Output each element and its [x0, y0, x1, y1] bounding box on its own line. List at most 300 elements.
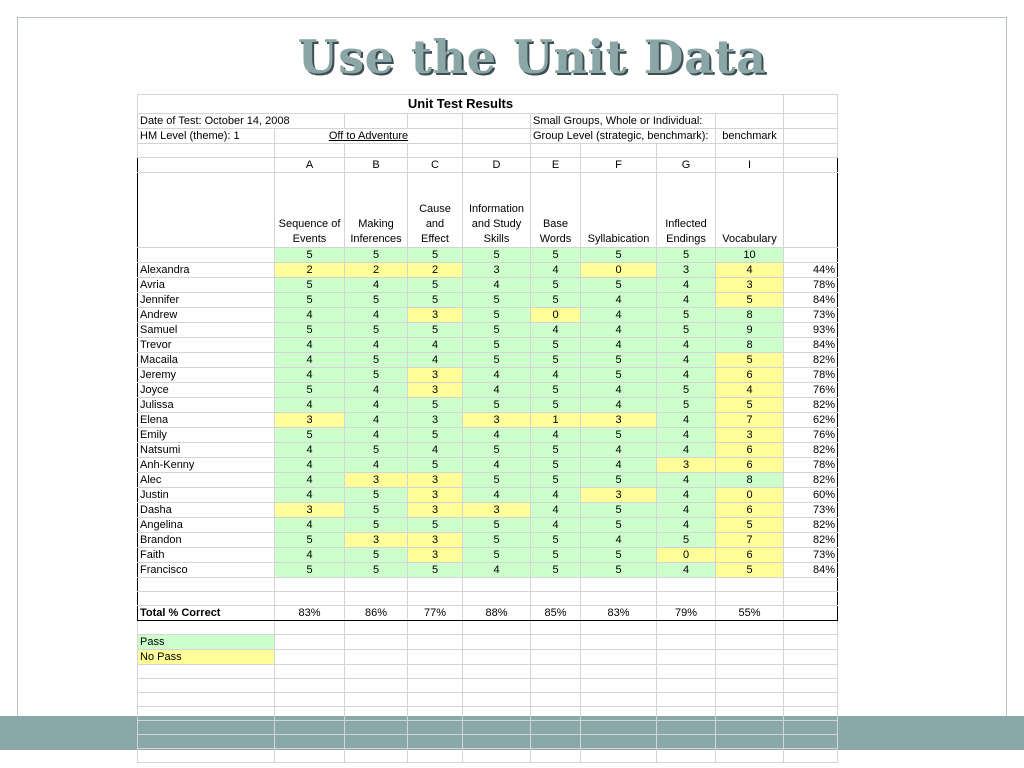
score-cell: 3 [408, 473, 463, 488]
score-cell: 5 [463, 518, 531, 533]
column-header [275, 173, 345, 248]
student-percent: 73% [784, 503, 838, 518]
student-percent: 82% [784, 353, 838, 368]
sheet-cell [657, 707, 716, 721]
sheet-cell [463, 114, 531, 129]
score-cell: 5 [463, 293, 531, 308]
column-headers-row [138, 173, 838, 248]
student-row [138, 353, 838, 368]
student-percent: 60% [784, 488, 838, 503]
legend-pass: Pass [138, 635, 275, 650]
sheet-cell [408, 721, 463, 735]
column-header-line: Inflected [665, 218, 707, 230]
sheet-cell [138, 721, 275, 735]
sheet-cell [345, 735, 408, 749]
unit-test-results-table [137, 94, 838, 763]
sheet-cell [784, 749, 838, 763]
max-points: 5 [345, 248, 408, 263]
score-cell: 6 [716, 548, 784, 563]
student-row [138, 263, 838, 278]
sheet-cell [716, 144, 784, 158]
score-cell: 0 [531, 308, 581, 323]
student-percent: 78% [784, 368, 838, 383]
sheet-cell [275, 592, 345, 606]
legend-row [138, 635, 838, 650]
sheet-cell [345, 650, 408, 665]
column-header-line: Cause [419, 203, 451, 215]
student-percent: 84% [784, 338, 838, 353]
score-cell: 4 [657, 368, 716, 383]
sheet-cell [657, 735, 716, 749]
sheet-cell [581, 721, 657, 735]
sheet-cell [275, 679, 345, 693]
sheet-cell [531, 679, 581, 693]
sheet-cell [581, 749, 657, 763]
score-cell: 4 [581, 323, 657, 338]
score-cell: 5 [408, 293, 463, 308]
score-cell: 4 [463, 278, 531, 293]
sheet-cell [784, 621, 838, 635]
student-name: Emily [138, 428, 275, 443]
score-cell: 5 [345, 518, 408, 533]
sheet-cell [581, 635, 657, 650]
sheet-cell [138, 693, 275, 707]
score-cell: 4 [345, 428, 408, 443]
score-cell: 4 [581, 383, 657, 398]
column-header-line: Making [358, 218, 394, 230]
sheet-cell [275, 578, 345, 592]
score-cell: 4 [275, 473, 345, 488]
sheet-cell [784, 679, 838, 693]
sheet-cell [138, 679, 275, 693]
sheet-cell [345, 721, 408, 735]
student-row [138, 308, 838, 323]
empty-row [138, 707, 838, 721]
total-percent: 88% [463, 606, 531, 621]
sheet-cell [138, 173, 275, 248]
student-name: Angelina [138, 518, 275, 533]
score-cell: 4 [581, 338, 657, 353]
score-cell: 4 [463, 368, 531, 383]
student-row [138, 443, 838, 458]
sheet-cell [138, 665, 275, 679]
sheet-cell [581, 621, 657, 635]
score-cell: 5 [408, 323, 463, 338]
student-percent: 44% [784, 263, 838, 278]
column-header-line: Inferences [350, 233, 402, 245]
score-cell: 5 [408, 278, 463, 293]
sheet-cell [784, 650, 838, 665]
student-percent: 78% [784, 278, 838, 293]
score-cell: 9 [716, 323, 784, 338]
student-percent: 82% [784, 533, 838, 548]
student-percent: 82% [784, 398, 838, 413]
score-cell: 5 [345, 353, 408, 368]
score-cell: 5 [275, 563, 345, 578]
score-cell: 5 [531, 293, 581, 308]
student-row [138, 383, 838, 398]
date-of-test: Date of Test: October 14, 2008 [138, 114, 345, 129]
sheet-cell [138, 158, 275, 173]
score-cell: 3 [345, 533, 408, 548]
score-cell: 5 [345, 323, 408, 338]
sheet-cell [716, 114, 784, 129]
score-cell: 5 [716, 293, 784, 308]
score-cell: 4 [657, 488, 716, 503]
student-row [138, 473, 838, 488]
score-cell: 4 [531, 368, 581, 383]
student-row [138, 488, 838, 503]
score-cell: 4 [463, 563, 531, 578]
sheet-cell [716, 578, 784, 592]
student-percent: 82% [784, 473, 838, 488]
student-row [138, 293, 838, 308]
empty-row [138, 693, 838, 707]
student-name: Joyce [138, 383, 275, 398]
score-cell: 5 [531, 533, 581, 548]
column-header-line: Vocabulary [722, 233, 777, 245]
sheet-cell [581, 735, 657, 749]
sheet-cell [657, 578, 716, 592]
sheet-cell [345, 749, 408, 763]
score-cell: 3 [463, 503, 531, 518]
sheet-cell [784, 173, 838, 248]
title-row [138, 95, 838, 114]
score-cell: 5 [581, 278, 657, 293]
score-cell: 4 [275, 353, 345, 368]
sheet-cell [463, 592, 531, 606]
spacer-row [138, 621, 838, 635]
score-cell: 4 [657, 338, 716, 353]
sheet-cell [716, 592, 784, 606]
score-cell: 5 [531, 458, 581, 473]
sheet-cell [531, 578, 581, 592]
student-row [138, 458, 838, 473]
score-cell: 3 [463, 413, 531, 428]
score-cell: 5 [531, 443, 581, 458]
sheet-cell [784, 158, 838, 173]
sheet-cell [716, 721, 784, 735]
score-cell: 4 [463, 428, 531, 443]
student-name: Andrew [138, 308, 275, 323]
sheet-cell [138, 749, 275, 763]
sheet-cell [784, 95, 838, 114]
score-cell: 5 [463, 398, 531, 413]
score-cell: 4 [345, 338, 408, 353]
sheet-cell [657, 693, 716, 707]
student-percent: 76% [784, 428, 838, 443]
score-cell: 3 [408, 308, 463, 323]
score-cell: 5 [345, 563, 408, 578]
score-cell: 5 [581, 368, 657, 383]
score-cell: 4 [657, 473, 716, 488]
sheet-title: Unit Test Results [138, 95, 784, 114]
score-cell: 4 [716, 383, 784, 398]
total-percent: 86% [345, 606, 408, 621]
score-cell: 5 [716, 353, 784, 368]
empty-row [138, 665, 838, 679]
sheet-cell [463, 129, 531, 144]
student-percent: 76% [784, 383, 838, 398]
sheet-cell [657, 679, 716, 693]
sheet-cell [275, 693, 345, 707]
score-cell: 4 [581, 293, 657, 308]
score-cell: 5 [463, 473, 531, 488]
student-row [138, 548, 838, 563]
score-cell: 5 [408, 428, 463, 443]
group-level-label: Group Level (strategic, benchmark): [531, 129, 716, 144]
score-cell: 5 [275, 293, 345, 308]
score-cell: 3 [463, 263, 531, 278]
total-percent: 83% [581, 606, 657, 621]
sheet-cell [531, 707, 581, 721]
sheet-cell [784, 129, 838, 144]
score-cell: 5 [408, 563, 463, 578]
sheet-cell [138, 592, 275, 606]
score-cell: 5 [581, 503, 657, 518]
score-cell: 4 [345, 458, 408, 473]
max-points: 5 [408, 248, 463, 263]
sheet-cell [463, 721, 531, 735]
score-cell: 4 [463, 458, 531, 473]
student-name: Justin [138, 488, 275, 503]
student-name: Jennifer [138, 293, 275, 308]
score-cell: 5 [657, 398, 716, 413]
sheet-cell [716, 679, 784, 693]
score-cell: 3 [408, 533, 463, 548]
sheet-cell [657, 635, 716, 650]
sheet-cell [784, 248, 838, 263]
sheet-cell [463, 650, 531, 665]
student-name: Faith [138, 548, 275, 563]
score-cell: 5 [408, 398, 463, 413]
score-cell: 4 [345, 383, 408, 398]
empty-row [138, 749, 838, 763]
sheet-cell [345, 679, 408, 693]
sheet-cell [581, 592, 657, 606]
sheet-cell [138, 144, 275, 158]
score-cell: 0 [581, 263, 657, 278]
score-cell: 4 [657, 518, 716, 533]
sheet-cell [716, 749, 784, 763]
score-cell: 4 [345, 278, 408, 293]
student-name: Elena [138, 413, 275, 428]
sheet-cell [345, 693, 408, 707]
score-cell: 0 [716, 488, 784, 503]
sheet-cell [657, 621, 716, 635]
sheet-cell [138, 248, 275, 263]
student-name: Trevor [138, 338, 275, 353]
sheet-cell [531, 592, 581, 606]
score-cell: 5 [275, 323, 345, 338]
sheet-cell [716, 650, 784, 665]
sheet-cell [784, 592, 838, 606]
sheet-cell [408, 749, 463, 763]
max-points: 5 [581, 248, 657, 263]
student-name: Alec [138, 473, 275, 488]
blank-row [138, 578, 838, 592]
score-cell: 6 [716, 443, 784, 458]
student-row [138, 278, 838, 293]
score-cell: 0 [657, 548, 716, 563]
column-header-line: and Study [471, 218, 522, 230]
score-cell: 3 [716, 278, 784, 293]
sheet-cell [138, 707, 275, 721]
student-row [138, 533, 838, 548]
score-cell: 4 [657, 563, 716, 578]
legend-row [138, 650, 838, 665]
score-cell: 2 [345, 263, 408, 278]
score-cell: 3 [408, 413, 463, 428]
column-letter: D [463, 158, 531, 173]
sheet-cell [716, 693, 784, 707]
sheet-cell [784, 665, 838, 679]
column-header [408, 173, 463, 248]
column-header [531, 173, 581, 248]
sheet-cell [784, 578, 838, 592]
small-groups-label: Small Groups, Whole or Individual: [531, 114, 716, 129]
column-header-line: Words [539, 233, 572, 245]
score-cell: 4 [531, 323, 581, 338]
sheet-cell [275, 635, 345, 650]
score-cell: 4 [581, 533, 657, 548]
sheet-cell [531, 749, 581, 763]
sheet-cell [463, 144, 531, 158]
score-cell: 4 [275, 548, 345, 563]
score-cell: 3 [581, 413, 657, 428]
score-cell: 3 [275, 413, 345, 428]
sheet-cell [463, 679, 531, 693]
score-cell: 5 [345, 368, 408, 383]
student-row [138, 338, 838, 353]
score-cell: 5 [463, 548, 531, 563]
sheet-cell [345, 665, 408, 679]
student-name: Anh-Kenny [138, 458, 275, 473]
sheet-cell [531, 693, 581, 707]
sheet-cell [581, 650, 657, 665]
score-cell: 4 [716, 263, 784, 278]
sheet-cell [275, 665, 345, 679]
student-row [138, 503, 838, 518]
column-header-line: Events [292, 233, 327, 245]
score-cell: 5 [531, 548, 581, 563]
student-percent: 73% [784, 308, 838, 323]
score-cell: 5 [463, 308, 531, 323]
score-cell: 5 [463, 323, 531, 338]
sheet-cell [531, 665, 581, 679]
student-name: Dasha [138, 503, 275, 518]
empty-row [138, 721, 838, 735]
sheet-cell [657, 144, 716, 158]
sheet-cell [581, 144, 657, 158]
score-cell: 3 [408, 383, 463, 398]
score-cell: 4 [657, 428, 716, 443]
score-cell: 3 [408, 548, 463, 563]
score-cell: 4 [581, 308, 657, 323]
sheet-cell [345, 114, 408, 129]
empty-row [138, 679, 838, 693]
sheet-cell [408, 693, 463, 707]
score-cell: 5 [657, 383, 716, 398]
totals-row [138, 606, 838, 621]
student-name: Francisco [138, 563, 275, 578]
student-row [138, 428, 838, 443]
sheet-cell [408, 665, 463, 679]
score-cell: 4 [531, 518, 581, 533]
student-row [138, 563, 838, 578]
score-cell: 4 [408, 353, 463, 368]
sheet-cell [345, 621, 408, 635]
column-letter: I [716, 158, 784, 173]
score-cell: 4 [463, 383, 531, 398]
score-cell: 5 [581, 548, 657, 563]
total-percent: 83% [275, 606, 345, 621]
sheet-cell [275, 621, 345, 635]
info-row-date [138, 114, 838, 129]
sheet-cell [531, 635, 581, 650]
score-cell: 5 [275, 278, 345, 293]
sheet-cell [581, 679, 657, 693]
score-cell: 4 [275, 458, 345, 473]
score-cell: 5 [408, 518, 463, 533]
sheet-cell [138, 621, 275, 635]
column-letters-row [138, 158, 838, 173]
max-points: 5 [275, 248, 345, 263]
max-points: 5 [463, 248, 531, 263]
score-cell: 4 [657, 443, 716, 458]
student-row [138, 368, 838, 383]
theme-name [275, 129, 463, 144]
sheet-cell [345, 144, 408, 158]
score-cell: 7 [716, 533, 784, 548]
score-cell: 4 [531, 263, 581, 278]
sheet-cell [275, 735, 345, 749]
sheet-cell [581, 665, 657, 679]
sheet-cell [345, 707, 408, 721]
column-letter: E [531, 158, 581, 173]
score-cell: 4 [657, 503, 716, 518]
score-cell: 1 [531, 413, 581, 428]
column-letter: G [657, 158, 716, 173]
column-letter: C [408, 158, 463, 173]
column-header [581, 173, 657, 248]
max-points: 5 [657, 248, 716, 263]
sheet-cell [531, 735, 581, 749]
score-cell: 7 [716, 413, 784, 428]
score-cell: 4 [275, 443, 345, 458]
sheet-cell [784, 707, 838, 721]
score-cell: 5 [275, 533, 345, 548]
sheet-cell [784, 144, 838, 158]
sheet-cell [531, 650, 581, 665]
max-points-row [138, 248, 838, 263]
student-percent: 78% [784, 458, 838, 473]
sheet-cell [408, 707, 463, 721]
sheet-cell [463, 665, 531, 679]
max-points: 10 [716, 248, 784, 263]
column-header [657, 173, 716, 248]
sheet-cell [581, 707, 657, 721]
column-letter: B [345, 158, 408, 173]
score-cell: 4 [531, 428, 581, 443]
sheet-cell [408, 144, 463, 158]
score-cell: 4 [581, 443, 657, 458]
sheet-cell [408, 650, 463, 665]
column-header [716, 173, 784, 248]
score-cell: 4 [657, 293, 716, 308]
student-percent: 82% [784, 443, 838, 458]
sheet-cell [716, 707, 784, 721]
